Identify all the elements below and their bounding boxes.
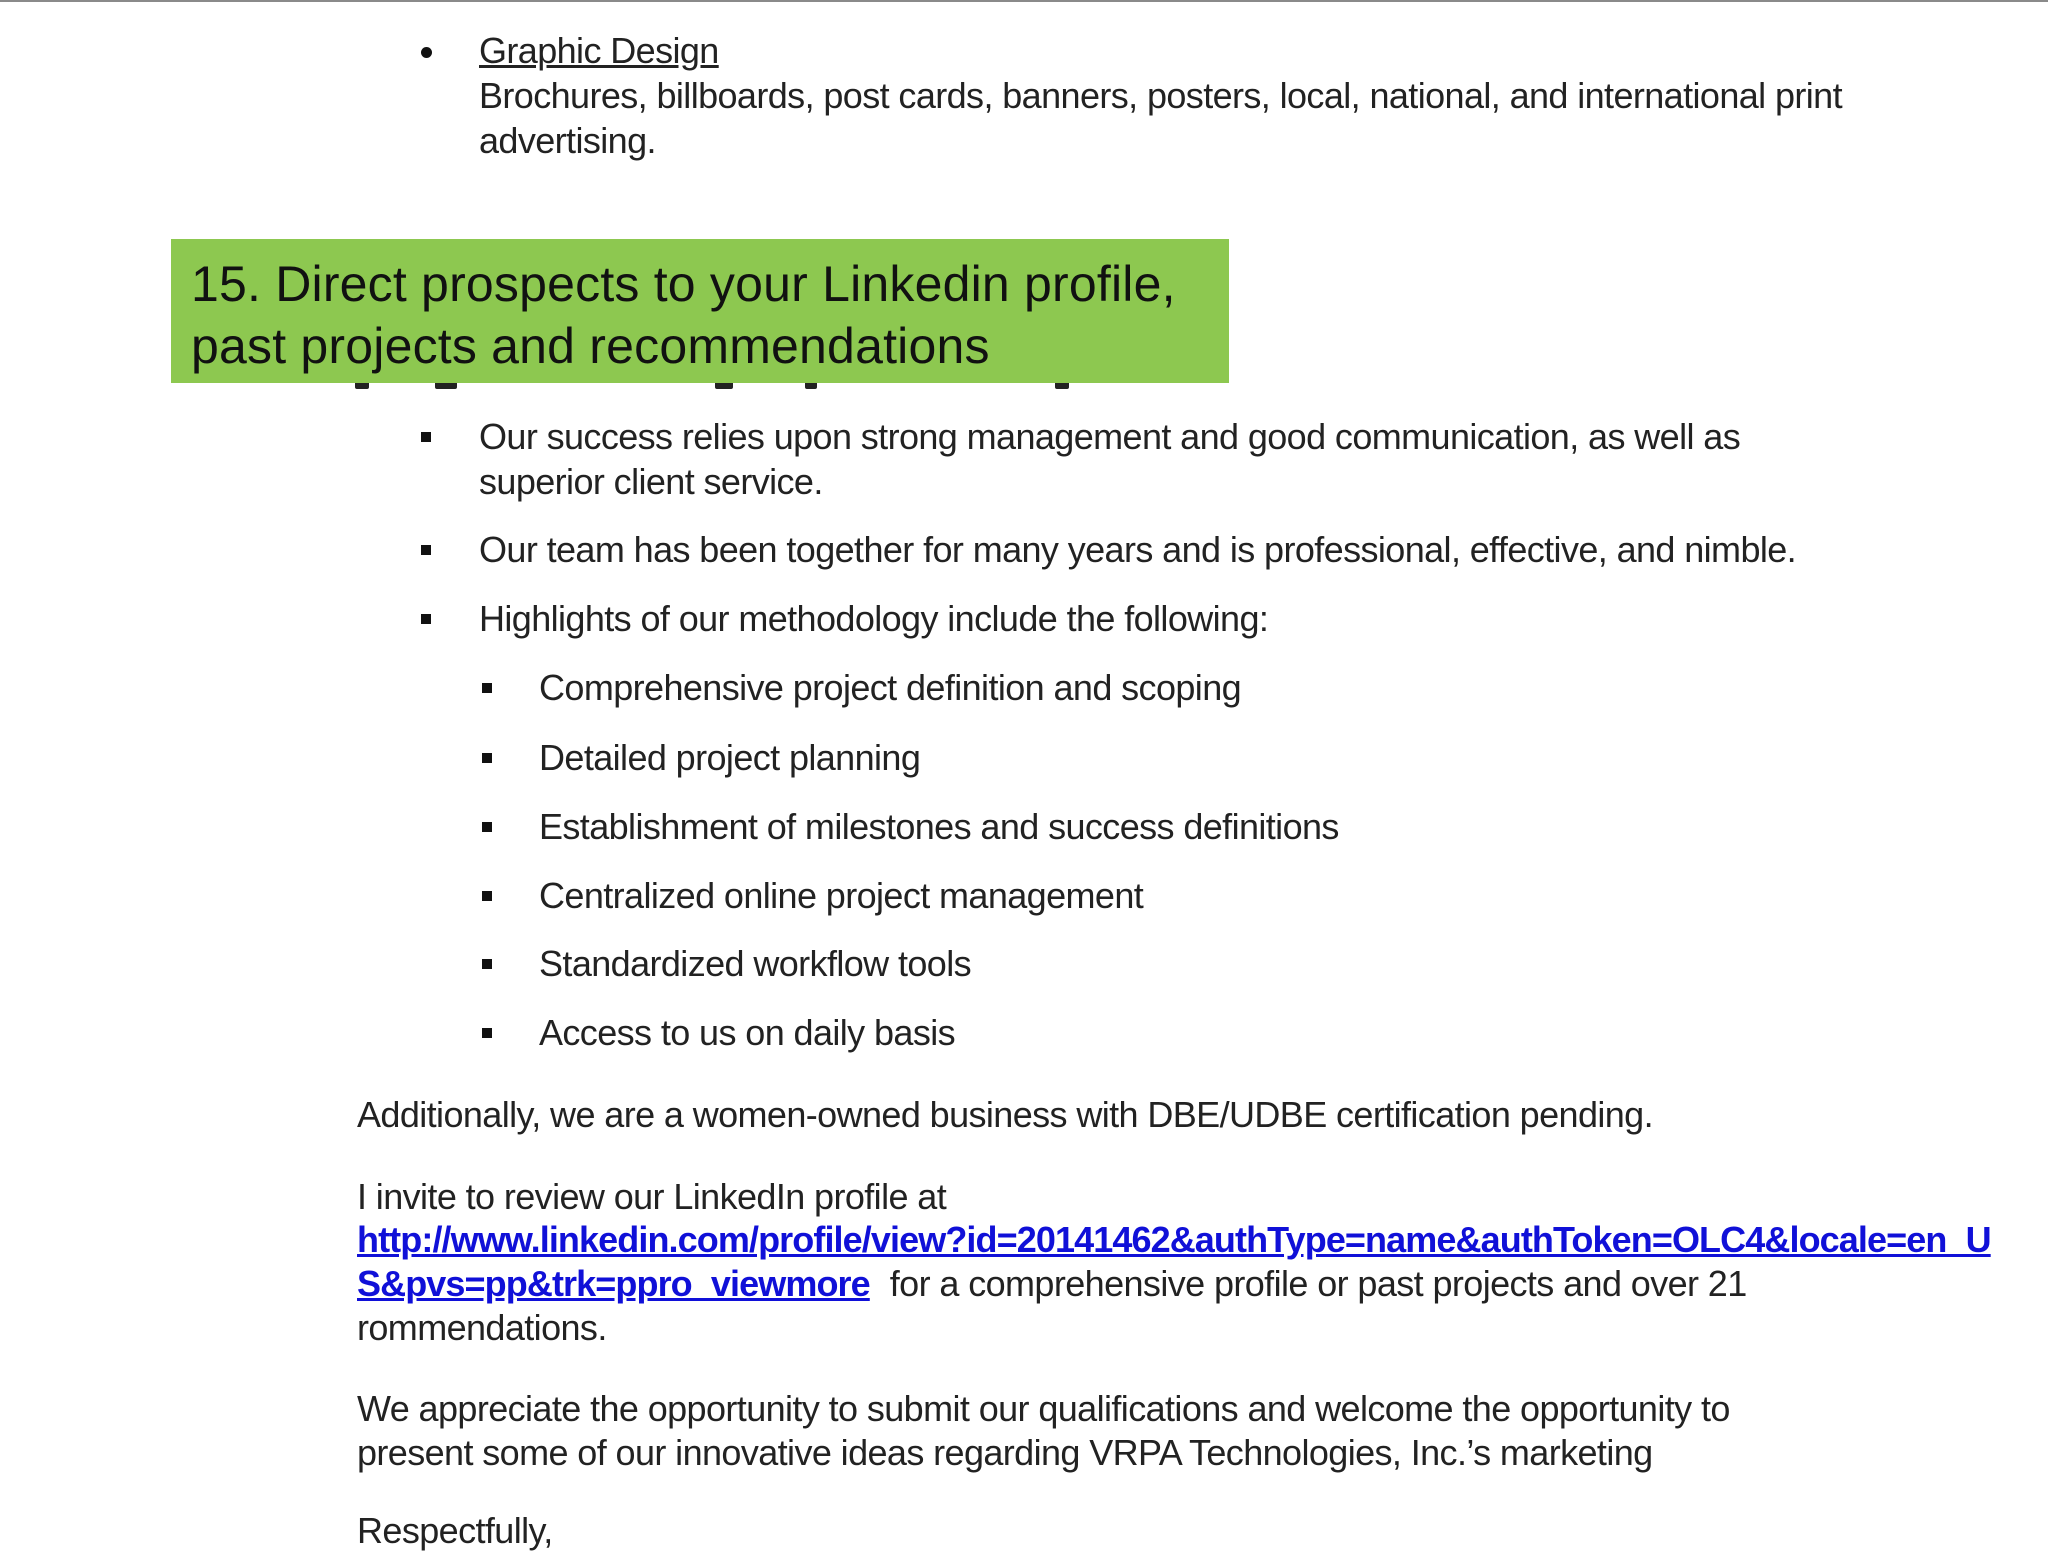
hidden-text-fragment — [355, 383, 1075, 391]
bullet-square-icon — [421, 432, 431, 442]
paragraph-invite: I invite to review our LinkedIn profile at — [357, 1176, 947, 1217]
bullet-square-icon — [421, 614, 431, 624]
linkedin-link-text[interactable]: http://www.linkedin.com/profile/view?id=20141462&authType=name&authToken=OLC4&locale=en_U — [357, 1219, 1991, 1260]
sub-bullet-item: Detailed project planning — [539, 737, 921, 778]
sub-bullet-square-icon — [482, 891, 492, 901]
bullet-item: Our success relies upon strong management and good communication, as well as — [479, 416, 1741, 457]
tip-banner — [171, 239, 1229, 383]
paragraph-additionally: Additionally, we are a women-owned business with DBE/UDBE certification pending. — [357, 1094, 1654, 1135]
sub-bullet-item: Comprehensive project definition and scoping — [539, 667, 1242, 708]
paragraph-appreciate-cont: present some of our innovative ideas regarding VRPA Technologies, Inc.’s marketing — [357, 1432, 1653, 1473]
sub-bullet-square-icon — [482, 753, 492, 763]
linkedin-profile-link[interactable] — [357, 1218, 1991, 1262]
banner-line-2: past projects and recommendations — [191, 318, 990, 374]
paragraph-appreciate: We appreciate the opportunity to submit our qualifications and welcome the opportunity to — [357, 1388, 1730, 1429]
sub-bullet-square-icon — [482, 959, 492, 969]
graphic-design-description-cont: advertising. — [479, 120, 656, 161]
linkedin-link-text-cont[interactable]: S&pvs=pp&trk=ppro_viewmore — [357, 1263, 870, 1304]
bullet-item: Our team has been together for many years and is professional, effective, and nimble. — [479, 529, 1797, 570]
banner-line-1: 15. Direct prospects to your Linkedin profile, — [191, 256, 1176, 312]
top-rule — [0, 0, 2048, 2]
paragraph-invite-end: rommendations. — [357, 1307, 607, 1348]
bullet-dot-icon — [421, 47, 432, 58]
paragraph-invite-cont — [357, 1262, 1747, 1306]
bullet-item: Highlights of our methodology include the following: — [479, 598, 1269, 639]
graphic-design-description: Brochures, billboards, post cards, banners, posters, local, national, and international print — [479, 75, 1843, 116]
graphic-design-heading: Graphic Design — [479, 30, 719, 71]
sub-bullet-item: Establishment of milestones and success definitions — [539, 806, 1339, 847]
bullet-square-icon — [421, 545, 431, 555]
sub-bullet-square-icon — [482, 683, 492, 693]
sub-bullet-square-icon — [482, 1028, 492, 1038]
bullet-item-cont: superior client service. — [479, 461, 823, 502]
closing-text: Respectfully, — [357, 1510, 553, 1551]
sub-bullet-item: Access to us on daily basis — [539, 1012, 956, 1053]
sub-bullet-square-icon — [482, 822, 492, 832]
sub-bullet-item: Centralized online project management — [539, 875, 1144, 916]
sub-bullet-item: Standardized workflow tools — [539, 943, 972, 984]
invite-after-link: for a comprehensive profile or past projects and over 21 — [889, 1263, 1747, 1304]
